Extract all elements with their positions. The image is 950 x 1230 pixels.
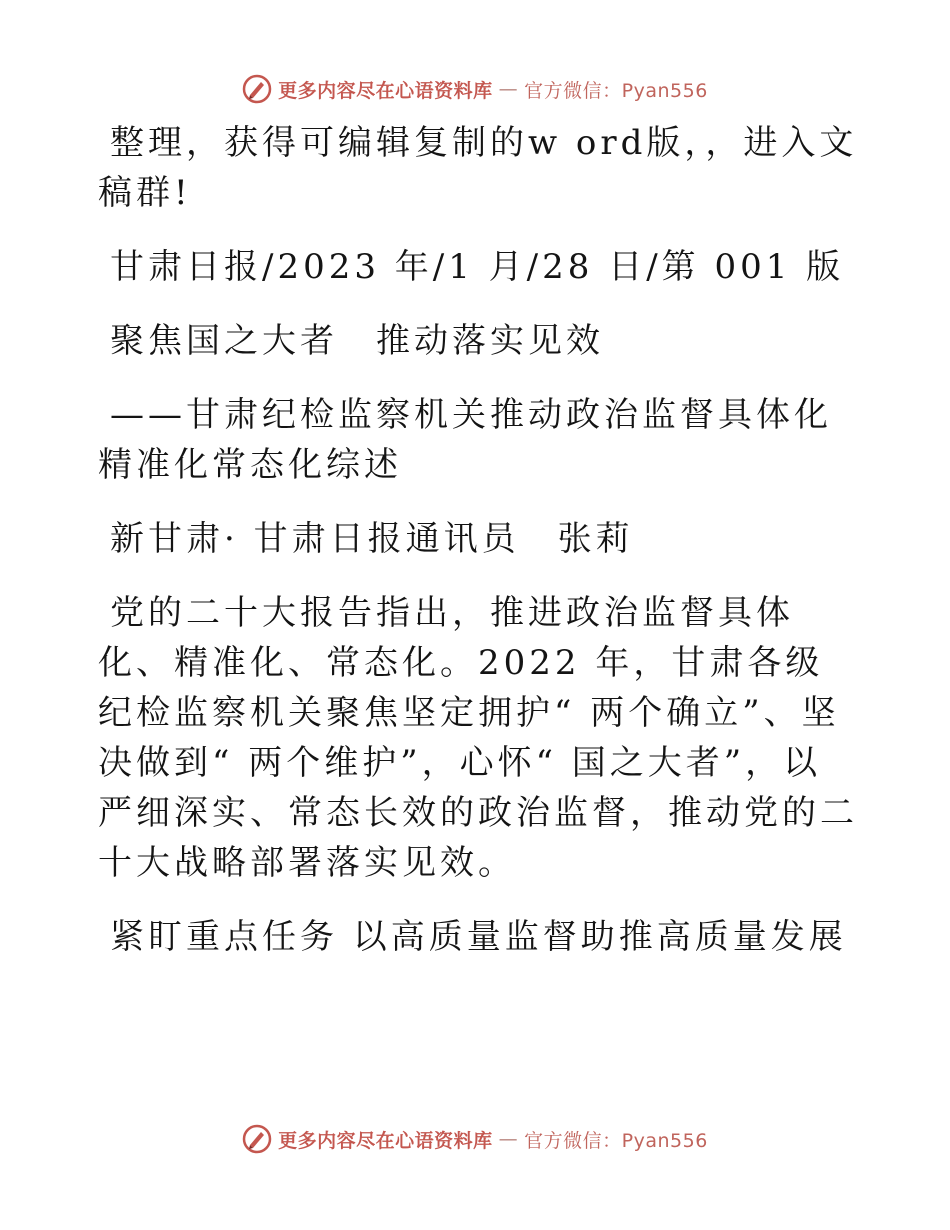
watermark-text: 更多内容尽在心语资料库 [278,1129,493,1152]
source-line: 甘肃日报/2023 年/1 月/28 日/第 001 版 [110,247,845,287]
header-watermark [0,74,950,104]
lead-paragraph: 党的二十大报告指出，推进政治监督具体化、精准化、常态化。2022 年，甘肃各级纪检监察机关聚焦坚定拥护“ 两个确立”、坚决做到“ 两个维护”，心怀“ 国之大者”，以严细深实、常态长效的政治监督，推动党的二十大战略部署落实见效。 [98,593,858,883]
article-title: 聚焦国之大者 推动落实见效 [110,321,604,361]
watermark-text: 更多内容尽在心语资料库 [278,79,493,102]
footer-watermark [0,1124,950,1154]
watermark-account: 官方微信：Pyan556 [524,79,708,102]
section-heading: 紧盯重点任务 以高质量监督助推高质量发展 [110,917,847,957]
document-body [98,118,858,986]
watermark-separator: — [498,1128,519,1150]
article-subtitle: ——甘肃纪检监察机关推动政治监督具体化精准化常态化综述 [98,395,832,485]
byline: 新甘肃· 甘肃日报通讯员 张莉 [110,519,634,559]
watermark-separator: — [498,78,519,100]
pen-logo-icon [242,74,272,104]
watermark-account: 官方微信：Pyan556 [524,1129,708,1152]
intro-paragraph: 整理，获得可编辑复制的w ord版，，进入文稿群! [98,123,858,213]
pen-logo-icon [242,1124,272,1154]
